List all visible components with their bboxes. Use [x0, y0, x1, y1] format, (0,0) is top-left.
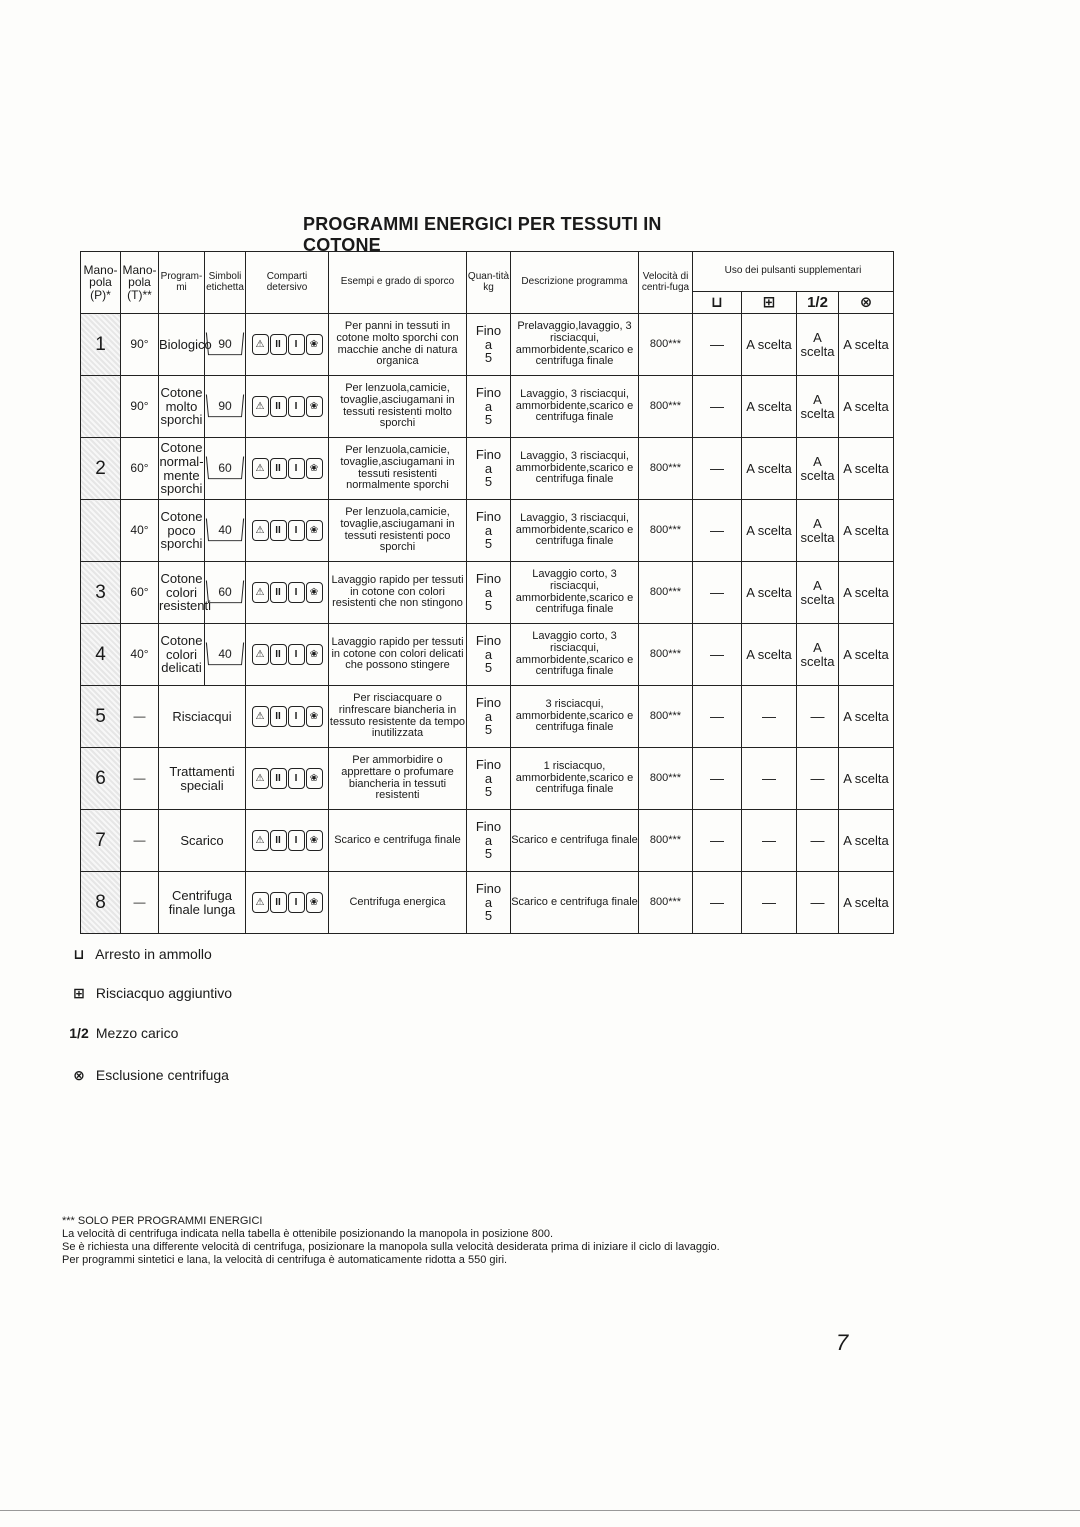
- wash-tub-icon: 40: [206, 643, 244, 666]
- wash-symbol: [205, 624, 246, 686]
- compartments-cell: [246, 376, 329, 438]
- detergent-compartments-icon: ⚠ II I ❀: [252, 458, 323, 479]
- program-row: [81, 872, 894, 934]
- detergent-compartments-icon: ⚠ II I ❀: [252, 582, 323, 603]
- button-usage: —: [797, 686, 839, 748]
- detergent-compartments-icon: ⚠ II I ❀: [252, 706, 323, 727]
- header-uso: Uso dei pulsanti supplementari: [693, 252, 894, 292]
- legend-label: Risciacquo aggiuntivo: [95, 985, 233, 1001]
- legend-item: [66, 985, 232, 1002]
- description: 1 risciacquo, ammorbidente,scarico e centrifuga finale: [511, 748, 639, 810]
- spin-speed: 800***: [639, 500, 693, 562]
- button-usage: —: [742, 872, 797, 934]
- example-text: Scarico e centrifuga finale: [329, 810, 467, 872]
- compartments-cell: [246, 872, 329, 934]
- example-text: Per lenzuola,camicie, tovaglie,asciugamani in tessuti resistenti poco sporchi: [329, 500, 467, 562]
- button-usage: —: [797, 810, 839, 872]
- wash-tub-icon: 90: [206, 333, 244, 356]
- button-usage: —: [693, 376, 742, 438]
- button-usage: A scelta: [797, 438, 839, 500]
- compartments-cell: [246, 686, 329, 748]
- quantity: Fino a 5: [467, 438, 511, 500]
- compartments-cell: [246, 438, 329, 500]
- wash-symbol: [205, 500, 246, 562]
- program-row: [81, 314, 894, 376]
- button-usage: —: [693, 810, 742, 872]
- legend-item: [66, 1025, 178, 1041]
- program-name: Centrifuga finale lunga: [159, 872, 246, 934]
- button-usage: A scelta: [839, 562, 894, 624]
- detergent-compartments-icon: ⚠ II I ❀: [252, 644, 323, 665]
- button-usage: A scelta: [797, 314, 839, 376]
- program-row: [81, 376, 894, 438]
- wash-symbol: [205, 562, 246, 624]
- footnote-title: *** SOLO PER PROGRAMMI ENERGICI: [62, 1215, 263, 1227]
- header-programmi: Program-mi: [159, 252, 205, 314]
- button-usage: A scelta: [742, 500, 797, 562]
- wash-symbol: [205, 438, 246, 500]
- header-manopola-p: Mano- pola (P)*: [81, 252, 121, 314]
- program-row: [81, 562, 894, 624]
- program-row: [81, 438, 894, 500]
- compartments-cell: [246, 624, 329, 686]
- dial-position: [81, 500, 121, 562]
- dial-position: 8: [81, 872, 121, 934]
- dial-position: 2: [81, 438, 121, 500]
- quantity: Fino a 5: [467, 500, 511, 562]
- button-usage: —: [693, 562, 742, 624]
- dial-position: [81, 376, 121, 438]
- button-usage: —: [693, 500, 742, 562]
- wash-tub-icon: 60: [206, 581, 244, 604]
- quantity: Fino a 5: [467, 314, 511, 376]
- half-load-icon: 1/2: [797, 292, 839, 314]
- header-esempi: Esempi e grado di sporco: [329, 252, 467, 314]
- program-name: Risciacqui: [159, 686, 246, 748]
- compartments-cell: [246, 314, 329, 376]
- header-manopola-t: Mano- pola (T)**: [121, 252, 159, 314]
- footnotes: [62, 1215, 842, 1267]
- temperature: —: [121, 810, 159, 872]
- program-name: Cotone poco sporchi: [159, 500, 205, 562]
- button-usage: —: [693, 314, 742, 376]
- example-text: Per risciacquare o rinfrescare biancheria in tessuto resistente da tempo inutilizzata: [329, 686, 467, 748]
- temperature: 90°: [121, 314, 159, 376]
- description: Scarico e centrifuga finale: [511, 810, 639, 872]
- example-text: Per panni in tessuti in cotone molto sporchi con macchie anche di natura organica: [329, 314, 467, 376]
- quantity: Fino a 5: [467, 624, 511, 686]
- button-usage: A scelta: [839, 438, 894, 500]
- program-name: Trattamenti speciali: [159, 748, 246, 810]
- example-text: Per lenzuola,camicie, tovaglie,asciugamani in tessuti resistenti molto sporchi: [329, 376, 467, 438]
- button-usage: —: [742, 686, 797, 748]
- button-usage: —: [693, 748, 742, 810]
- description: Scarico e centrifuga finale: [511, 872, 639, 934]
- description: Lavaggio, 3 risciacqui, ammorbidente,scarico e centrifuga finale: [511, 376, 639, 438]
- page-title: PROGRAMMI ENERGICI PER TESSUTI IN COTONE: [303, 214, 662, 255]
- program-name: Cotone colori delicati: [159, 624, 205, 686]
- program-name: Scarico: [159, 810, 246, 872]
- description: Prelavaggio,lavaggio, 3 risciacqui, ammorbidente,scarico e centrifuga finale: [511, 314, 639, 376]
- button-usage: —: [693, 624, 742, 686]
- spin-speed: 800***: [639, 624, 693, 686]
- detergent-compartments-icon: ⚠ II I ❀: [252, 334, 323, 355]
- button-usage: —: [693, 872, 742, 934]
- dial-position: 3: [81, 562, 121, 624]
- wash-symbol: [205, 314, 246, 376]
- legend-item: [66, 946, 212, 963]
- compartments-cell: [246, 562, 329, 624]
- button-usage: —: [797, 748, 839, 810]
- button-usage: A scelta: [839, 314, 894, 376]
- temperature: —: [121, 872, 159, 934]
- button-usage: A scelta: [742, 314, 797, 376]
- legend-label: Arresto in ammollo: [95, 946, 212, 962]
- spin-speed: 800***: [639, 748, 693, 810]
- button-usage: —: [693, 438, 742, 500]
- description: Lavaggio corto, 3 risciacqui, ammorbidente,scarico e centrifuga finale: [511, 624, 639, 686]
- page-number: 7: [836, 1330, 849, 1355]
- program-name: Cotone molto sporchi: [159, 376, 205, 438]
- extra-rinse-icon: ⊞: [742, 292, 797, 314]
- spin-exclusion-icon: ⊗: [839, 292, 894, 314]
- temperature: 40°: [121, 624, 159, 686]
- dial-position: 5: [81, 686, 121, 748]
- quantity: Fino a 5: [467, 748, 511, 810]
- button-usage: A scelta: [797, 500, 839, 562]
- spin-speed: 800***: [639, 438, 693, 500]
- header-simboli: Simboli etichetta: [205, 252, 246, 314]
- quantity: Fino a 5: [467, 376, 511, 438]
- program-row: [81, 748, 894, 810]
- dial-position: 4: [81, 624, 121, 686]
- temperature: 60°: [121, 438, 159, 500]
- temperature: —: [121, 686, 159, 748]
- example-text: Per ammorbidire o apprettare o profumare biancheria in tessuti resistenti: [329, 748, 467, 810]
- legend-label: Esclusione centrifuga: [95, 1067, 229, 1083]
- dial-position: 6: [81, 748, 121, 810]
- detergent-compartments-icon: ⚠ II I ❀: [252, 768, 323, 789]
- quantity: Fino a 5: [467, 872, 511, 934]
- button-usage: A scelta: [839, 624, 894, 686]
- button-usage: A scelta: [742, 624, 797, 686]
- button-usage: A scelta: [839, 686, 894, 748]
- program-row: [81, 500, 894, 562]
- legend-item: [66, 1067, 229, 1084]
- button-usage: A scelta: [742, 562, 797, 624]
- button-usage: A scelta: [797, 376, 839, 438]
- spin-speed: 800***: [639, 562, 693, 624]
- soak-stop-icon: ⊔: [73, 946, 85, 962]
- button-usage: —: [693, 686, 742, 748]
- spin-speed: 800***: [639, 376, 693, 438]
- detergent-compartments-icon: ⚠ II I ❀: [252, 396, 323, 417]
- header-velocita: Velocità di centri-fuga: [639, 252, 693, 314]
- wash-tub-icon: 40: [206, 519, 244, 542]
- program-name: Cotone colori resistenti: [159, 562, 205, 624]
- button-usage: A scelta: [742, 438, 797, 500]
- program-name: Biologico: [159, 314, 205, 376]
- dial-position: 1: [81, 314, 121, 376]
- program-row: [81, 624, 894, 686]
- dial-position: 7: [81, 810, 121, 872]
- compartments-cell: [246, 810, 329, 872]
- description: Lavaggio corto, 3 risciacqui, ammorbidente,scarico e centrifuga finale: [511, 562, 639, 624]
- button-usage: A scelta: [797, 624, 839, 686]
- spin-speed: 800***: [639, 314, 693, 376]
- button-usage: A scelta: [839, 748, 894, 810]
- header-descrizione: Descrizione programma: [511, 252, 639, 314]
- wash-tub-icon: 90: [206, 395, 244, 418]
- button-usage: —: [742, 810, 797, 872]
- button-usage: A scelta: [839, 500, 894, 562]
- example-text: Lavaggio rapido per tessuti in cotone con colori delicati che possono stingere: [329, 624, 467, 686]
- footnote-line: Per programmi sintetici e lana, la velocità di centrifuga è automaticamente ridotta a 550 giri.: [62, 1254, 508, 1266]
- half-load-icon: 1/2: [69, 1025, 89, 1041]
- temperature: 90°: [121, 376, 159, 438]
- header-comparti: Comparti detersivo: [246, 252, 329, 314]
- programs-table: [80, 251, 894, 934]
- button-usage: —: [797, 872, 839, 934]
- compartments-cell: [246, 500, 329, 562]
- button-usage: A scelta: [839, 872, 894, 934]
- quantity: Fino a 5: [467, 562, 511, 624]
- temperature: —: [121, 748, 159, 810]
- spin-speed: 800***: [639, 686, 693, 748]
- button-usage: A scelta: [797, 562, 839, 624]
- spin-exclusion-icon: ⊗: [73, 1067, 85, 1083]
- description: Lavaggio, 3 risciacqui, ammorbidente,scarico e centrifuga finale: [511, 438, 639, 500]
- legend-label: Mezzo carico: [95, 1025, 179, 1041]
- button-usage: A scelta: [742, 376, 797, 438]
- header-quantita: Quan-tità kg: [467, 252, 511, 314]
- wash-tub-icon: 60: [206, 457, 244, 480]
- compartments-cell: [246, 748, 329, 810]
- temperature: 40°: [121, 500, 159, 562]
- program-row: [81, 810, 894, 872]
- program-name: Cotone normal-mente sporchi: [159, 438, 205, 500]
- temperature: 60°: [121, 562, 159, 624]
- example-text: Centrifuga energica: [329, 872, 467, 934]
- soak-stop-icon: ⊔: [693, 292, 742, 314]
- button-usage: A scelta: [839, 376, 894, 438]
- detergent-compartments-icon: ⚠ II I ❀: [252, 892, 323, 913]
- example-text: Lavaggio rapido per tessuti in cotone con colori resistenti che non stingono: [329, 562, 467, 624]
- description: Lavaggio, 3 risciacqui, ammorbidente,scarico e centrifuga finale: [511, 500, 639, 562]
- button-usage: —: [742, 748, 797, 810]
- detergent-compartments-icon: ⚠ II I ❀: [252, 520, 323, 541]
- description: 3 risciacqui, ammorbidente,scarico e centrifuga finale: [511, 686, 639, 748]
- wash-symbol: [205, 376, 246, 438]
- spin-speed: 800***: [639, 872, 693, 934]
- footnote-line: La velocità di centrifuga indicata nella tabella è ottenibile posizionando la manopola in posizione 800.: [62, 1228, 554, 1240]
- program-row: [81, 686, 894, 748]
- detergent-compartments-icon: ⚠ II I ❀: [252, 830, 323, 851]
- extra-rinse-icon: ⊞: [73, 985, 85, 1001]
- button-usage: A scelta: [839, 810, 894, 872]
- footnote-line: Se è richiesta una differente velocità di centrifuga, posizionare la manopola sulla velocità desiderata prima di iniziare il ciclo di lavaggio.: [62, 1241, 720, 1253]
- example-text: Per lenzuola,camicie, tovaglie,asciugamani in tessuti resistenti normalmente sporchi: [329, 438, 467, 500]
- quantity: Fino a 5: [467, 810, 511, 872]
- bottom-rule: [0, 1510, 1080, 1511]
- quantity: Fino a 5: [467, 686, 511, 748]
- spin-speed: 800***: [639, 810, 693, 872]
